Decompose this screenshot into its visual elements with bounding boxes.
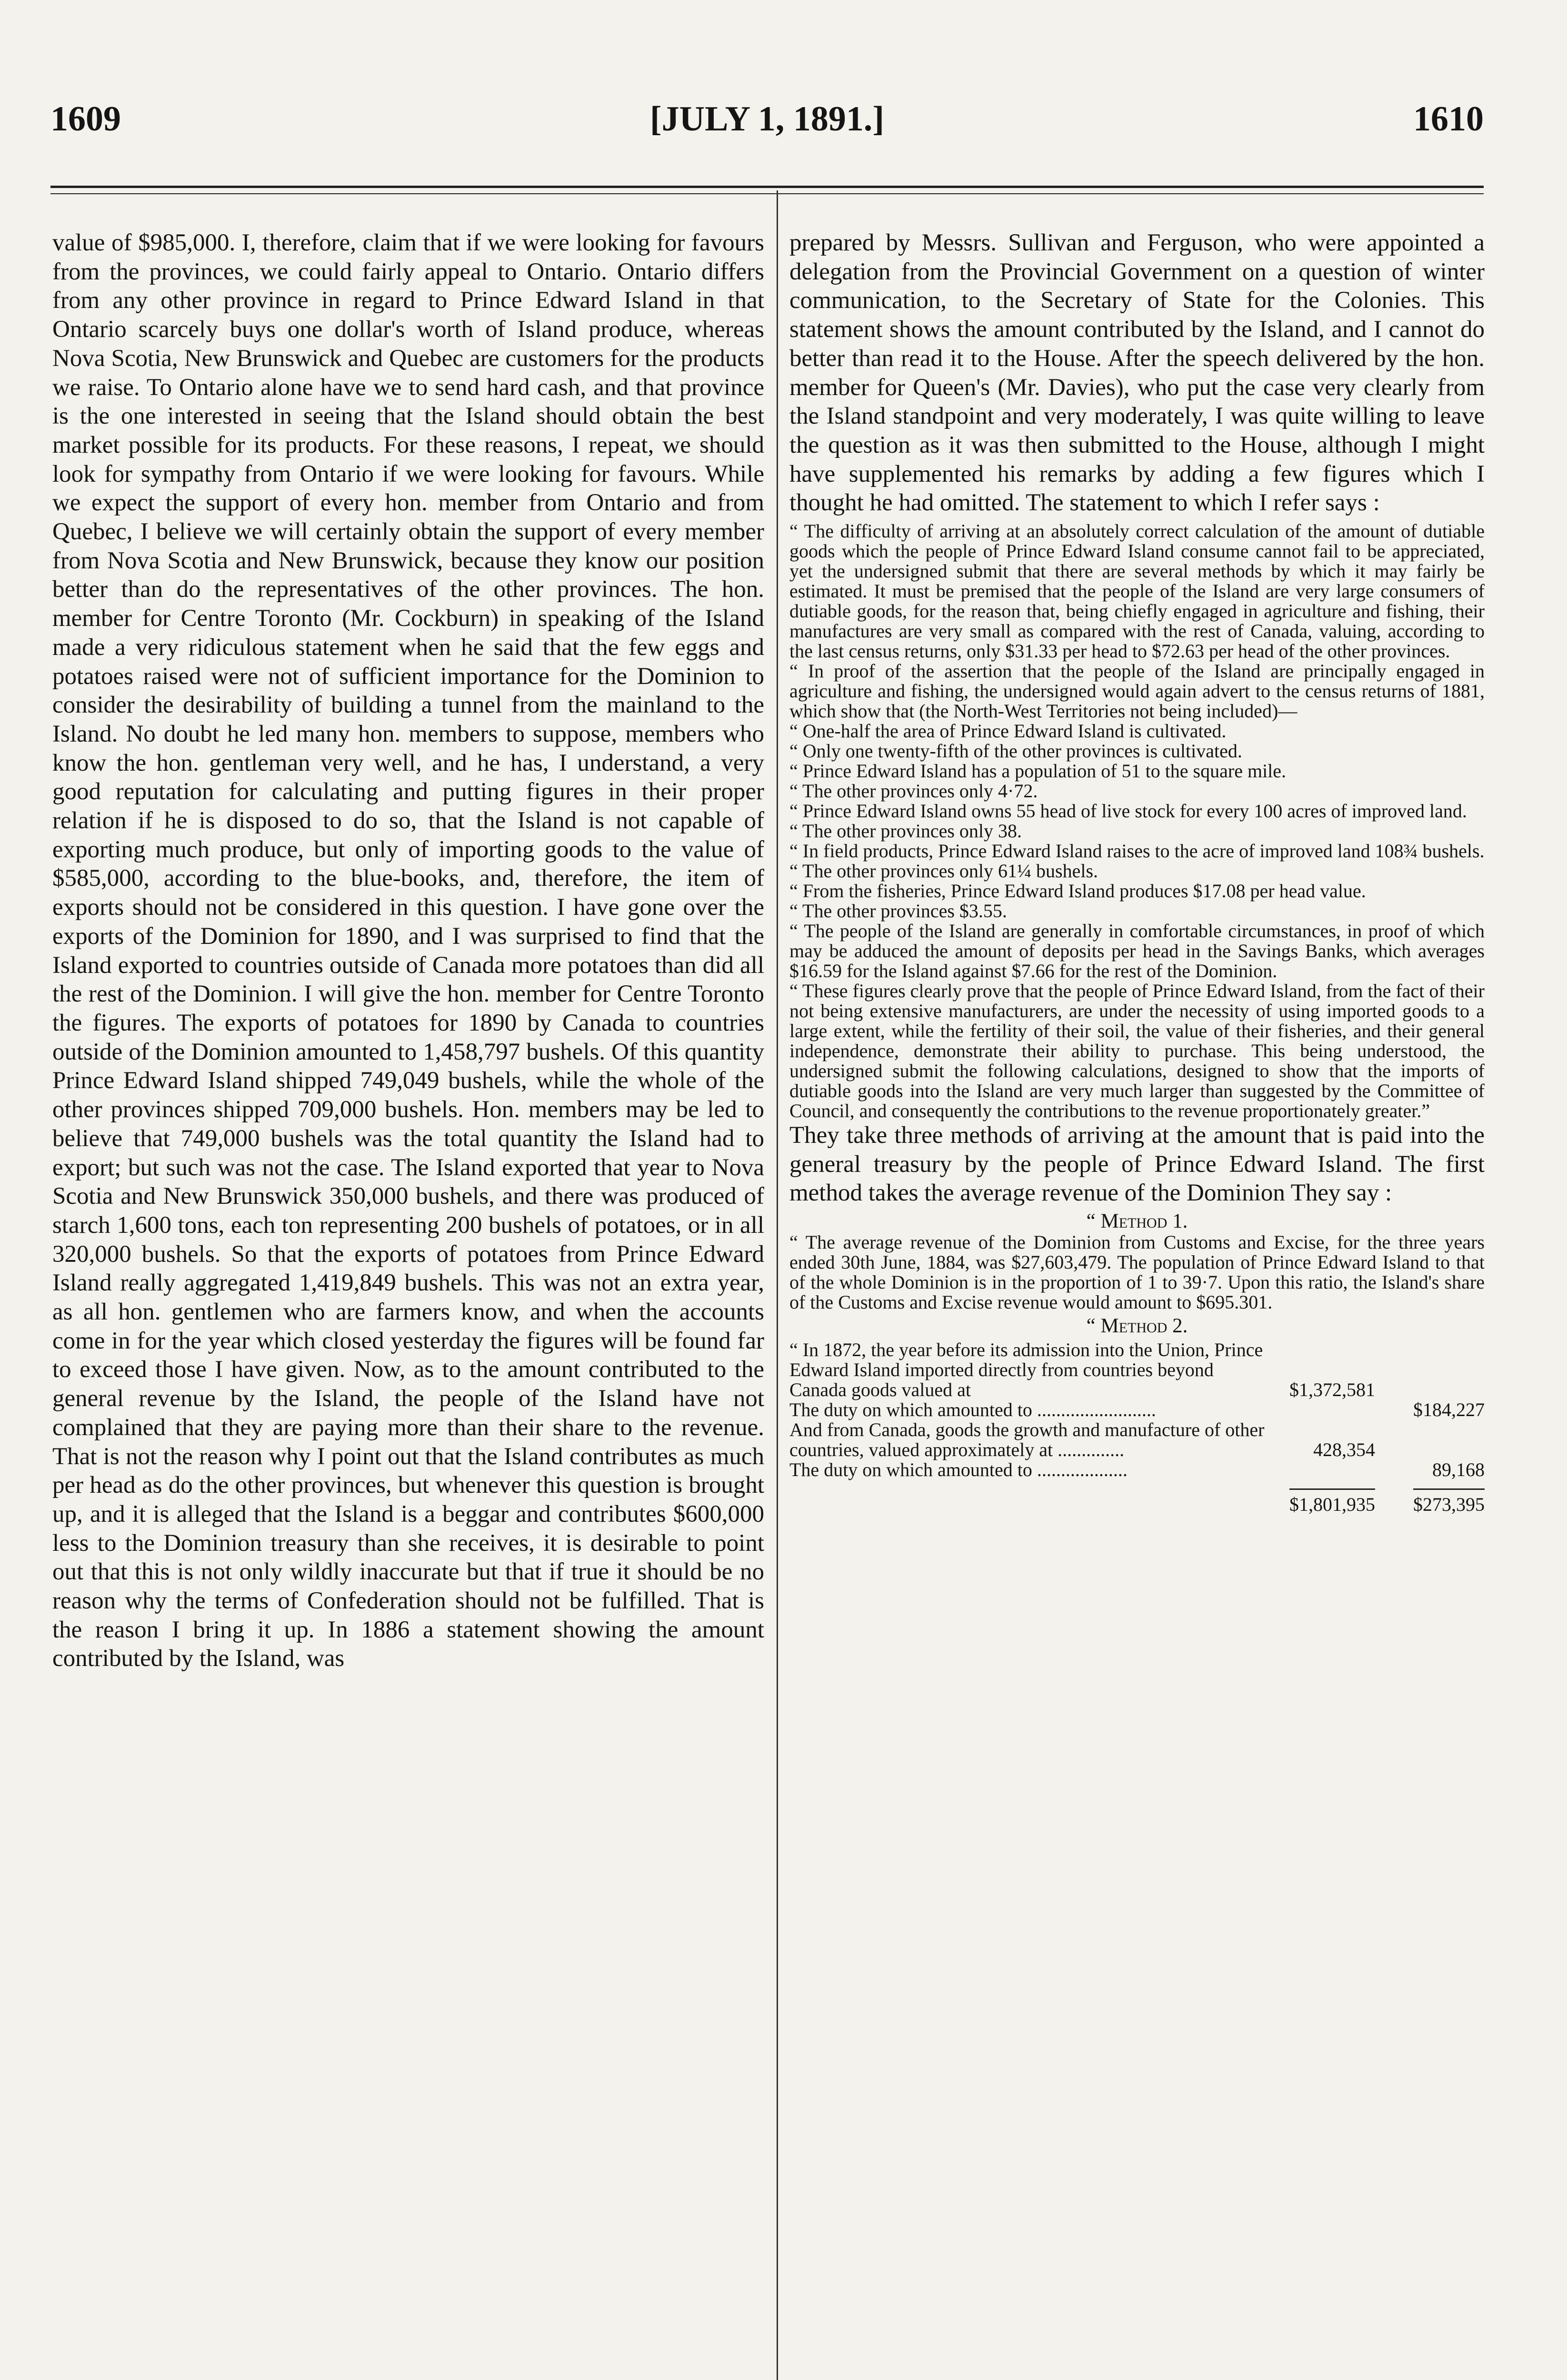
quote-paragraph: “ From the fisheries, Prince Edward Island produces $17.08 per head value. (789, 880, 1366, 902)
left-column (52, 228, 764, 1673)
row-value: $1,372,581 (1289, 1379, 1375, 1401)
table-row (789, 1400, 1485, 1420)
quoted-statement (789, 521, 1485, 1121)
quote-paragraph: “ In field products, Prince Edward Island raises to the acre of improved land 108¾ bushels. (789, 840, 1485, 862)
method-1-text: “ The average revenue of the Dominion from Customs and Excise, for the three years ended 30th June, 1884, was $27,603,479. The population of Prince Edward Island to that of the whole Dominion is in the proportion of 1 to 39·7. Upon this ratio, the Island's share of the Customs and Excise revenue would amount to $695.301. (789, 1231, 1485, 1313)
quote-paragraph: “ The other provinces $3.55. (789, 900, 1007, 922)
method-2-table (789, 1340, 1485, 1515)
header-rule-thick (50, 186, 1484, 188)
row-duty: 89,168 (1432, 1459, 1485, 1481)
total-value: $1,801,935 (1289, 1488, 1375, 1515)
row-value: 428,354 (1313, 1439, 1375, 1461)
quote-paragraph: “ Prince Edward Island has a population of 51 to the square mile. (789, 760, 1287, 782)
page-header (50, 99, 1484, 151)
table-total-row (789, 1480, 1485, 1515)
row-value (1266, 1400, 1375, 1420)
row-duty: $184,227 (1413, 1399, 1485, 1421)
quote-paragraph: “ The other provinces only 4·72. (789, 780, 1038, 802)
after-quote-paragraph: They take three methods of arriving at the amount that is paid into the general treasury by the people of Prince Edward Island. The first method takes the average revenue of the Dominion They say : (789, 1122, 1485, 1207)
quote-paragraph: “ The difficulty of arriving at an absolutely correct calculation of the amount of dutiable goods which the people of Prince Edward Island consume cannot fail to be appreciated, yet the undersigned submit that there are several methods by which it may fairly be estimated. It must be premised that the people of the Island are very large consumers of dutiable goods, for the reason that, being chiefly engaged in agriculture and fishing, their manufactures are very small as compared with the rest of Canada, valuing, according to the last census returns, only $31.33 per head to $72.63 per head of the other provinces. (789, 520, 1485, 662)
quote-paragraph: “ Only one twenty-fifth of the other provinces is cultivated. (789, 740, 1242, 762)
row-duty (1375, 1420, 1485, 1460)
row-description: The duty on which amounted to ......................... (789, 1399, 1156, 1421)
page-number-right: 1610 (1413, 99, 1484, 139)
method-1-heading: “ Method 1. (1086, 1210, 1188, 1233)
total-duty: $273,395 (1413, 1488, 1485, 1515)
quote-paragraph: “ These figures clearly prove that the people of Prince Edward Island, from the fact of their not being extensive manufacturers, are under the necessity of using imported goods to a large extent, while the fertility of their soil, the value of their fisheries, and their general independence, demonstrate their ability to purchase. This being understood, the undersigned submit the following calculations, designed to show that the imports of dutiable goods into the Island are very much larger than suggested by the Committee of Council, and consequently the contributions to the revenue proportionately greater.” (789, 980, 1485, 1122)
row-value (1266, 1460, 1375, 1480)
row-description: And from Canada, goods the growth and manufacture of other countries, valued approximately at .............. (789, 1419, 1265, 1461)
row-description: The duty on which amounted to ................... (789, 1459, 1128, 1481)
row-duty (1375, 1340, 1485, 1400)
row-description: “ In 1872, the year before its admission into the Union, Prince Edward Island imported directly from countries beyond Canada goods valued at (789, 1339, 1263, 1401)
header-rule-thin (50, 193, 1484, 194)
left-column-paragraph: value of $985,000. I, therefore, claim that if we were looking for favours from the provinces, we could fairly appeal to Ontario. Ontario differs from any other province in regard to Prince Edward Island in that Ontario scarcely buys one dollar's worth of Island produce, whereas Nova Scotia, New Brunswick and Quebec are customers for the products we raise. To Ontario alone have we to send hard cash, and that province is the one interested in seeing that the Island should obtain the best market possible for its products. For these reasons, I repeat, we should look for sympathy from Ontario if we were looking for favours. While we expect the support of every hon. member from Ontario and from Quebec, I believe we will certainly obtain the support of every member from Nova Scotia and New Brunswick, because they know our position better than do the representatives of the other provinces. The hon. member for Centre Toronto (Mr. Cockburn) in speaking of the Island made a very ridiculous statement when he said that the few eggs and potatoes raised were not of sufficient importance for the Dominion to consider the desirability of building a tunnel from the mainland to the Island. No doubt he led many hon. members to suppose, members who know the hon. gentleman very well, and he has, I understand, a very good reputation for calculating and putting figures in their proper relation if he is disposed to do so, that the Island is not capable of exporting much produce, but only of importing goods to the value of $585,000, according to the blue-books, and, therefore, the item of exports should not be considered in this question. I have gone over the exports of the Dominion for 1890, and I was surprised to find that the Island exported to countries outside of Canada more potatoes than did all the rest of the Dominion. I will give the hon. member for Centre Toronto the figures. The exports of potatoes for 1890 by Canada to countries outside of the Dominion amounted to 1,458,797 bushels. Of this quantity Prince Edward Island shipped 749,049 bushels, while the whole of the other provinces shipped 709,000 bushels. Hon. members may be led to believe that 749,000 bushels was the total quantity the Island had to export; but such was not the case. The Island exported that year to Nova Scotia and New Brunswick 350,000 bushels, and there was produced of starch 1,600 tons, each ton representing 200 bushels of potatoes, or in all 320,000 bushels. So that the exports of potatoes from Prince Edward Island really aggregated 1,419,849 bushels. This was not an extra year, as all hon. gentlemen who are farmers know, and when the accounts come in for the year which closed yesterday the figures will be found far to exceed those I have given. Now, as to the amount contributed to the general revenue by the Island, the people of the Island have not complained that they are paying more than their share to the revenue. That is not the reason why I point out that the Island contributes as much per head as do the other provinces, but whenever this question is brought up, and it is alleged that the Island is a beggar and contributes $600,000 less to the Dominion treasury than she receives, it is desirable to point out that this is not only wildly inaccurate but that if true it should be no reason why the terms of Confederation should not be fulfilled. That is the reason I bring it up. In 1886 a statement showing the amount contributed by the Island, was (52, 229, 764, 1672)
quote-paragraph: “ Prince Edward Island owns 55 head of live stock for every 100 acres of improved land. (789, 800, 1467, 822)
right-column (789, 228, 1485, 1515)
right-column-intro: prepared by Messrs. Sullivan and Ferguson, who were appointed a delegation from the Provincial Government on a question of winter communication, to the Secretary of State for the Colonies. This statement shows the amount contributed by the Island, and I cannot do better than read it to the House. After the speech delivered by the hon. member for Queen's (Mr. Davies), who put the case very clearly from the Island standpoint and very moderately, I was quite willing to leave the question as it was then submitted to the House, although I might have supplemented his remarks by adding a few figures which I thought he had omitted. The statement to which I refer says : (789, 229, 1485, 516)
quote-paragraph: “ One-half the area of Prince Edward Island is cultivated. (789, 720, 1227, 742)
quote-paragraph: “ The other provinces only 61¼ bushels. (789, 860, 1098, 882)
page-number-left: 1609 (50, 99, 121, 139)
page-date: [JULY 1, 1891.] (650, 99, 884, 139)
quote-paragraph: “ The other provinces only 38. (789, 820, 1022, 842)
column-divider (777, 190, 778, 2380)
quote-paragraph: “ The people of the Island are generally in comfortable circumstances, in proof of which may be adduced the amount of deposits per head in the Savings Banks, which averages $16.59 for the Island against $7.66 for the rest of the Dominion. (789, 920, 1485, 982)
method-2-heading: “ Method 2. (1086, 1315, 1188, 1338)
table-row (789, 1340, 1485, 1400)
table-row (789, 1460, 1485, 1480)
quote-paragraph: “ In proof of the assertion that the people of the Island are principally engaged in agriculture and fishing, the undersigned would again advert to the census returns of 1881, which show that (the North-West Territories not being included)— (789, 660, 1485, 722)
table-row (789, 1420, 1485, 1460)
